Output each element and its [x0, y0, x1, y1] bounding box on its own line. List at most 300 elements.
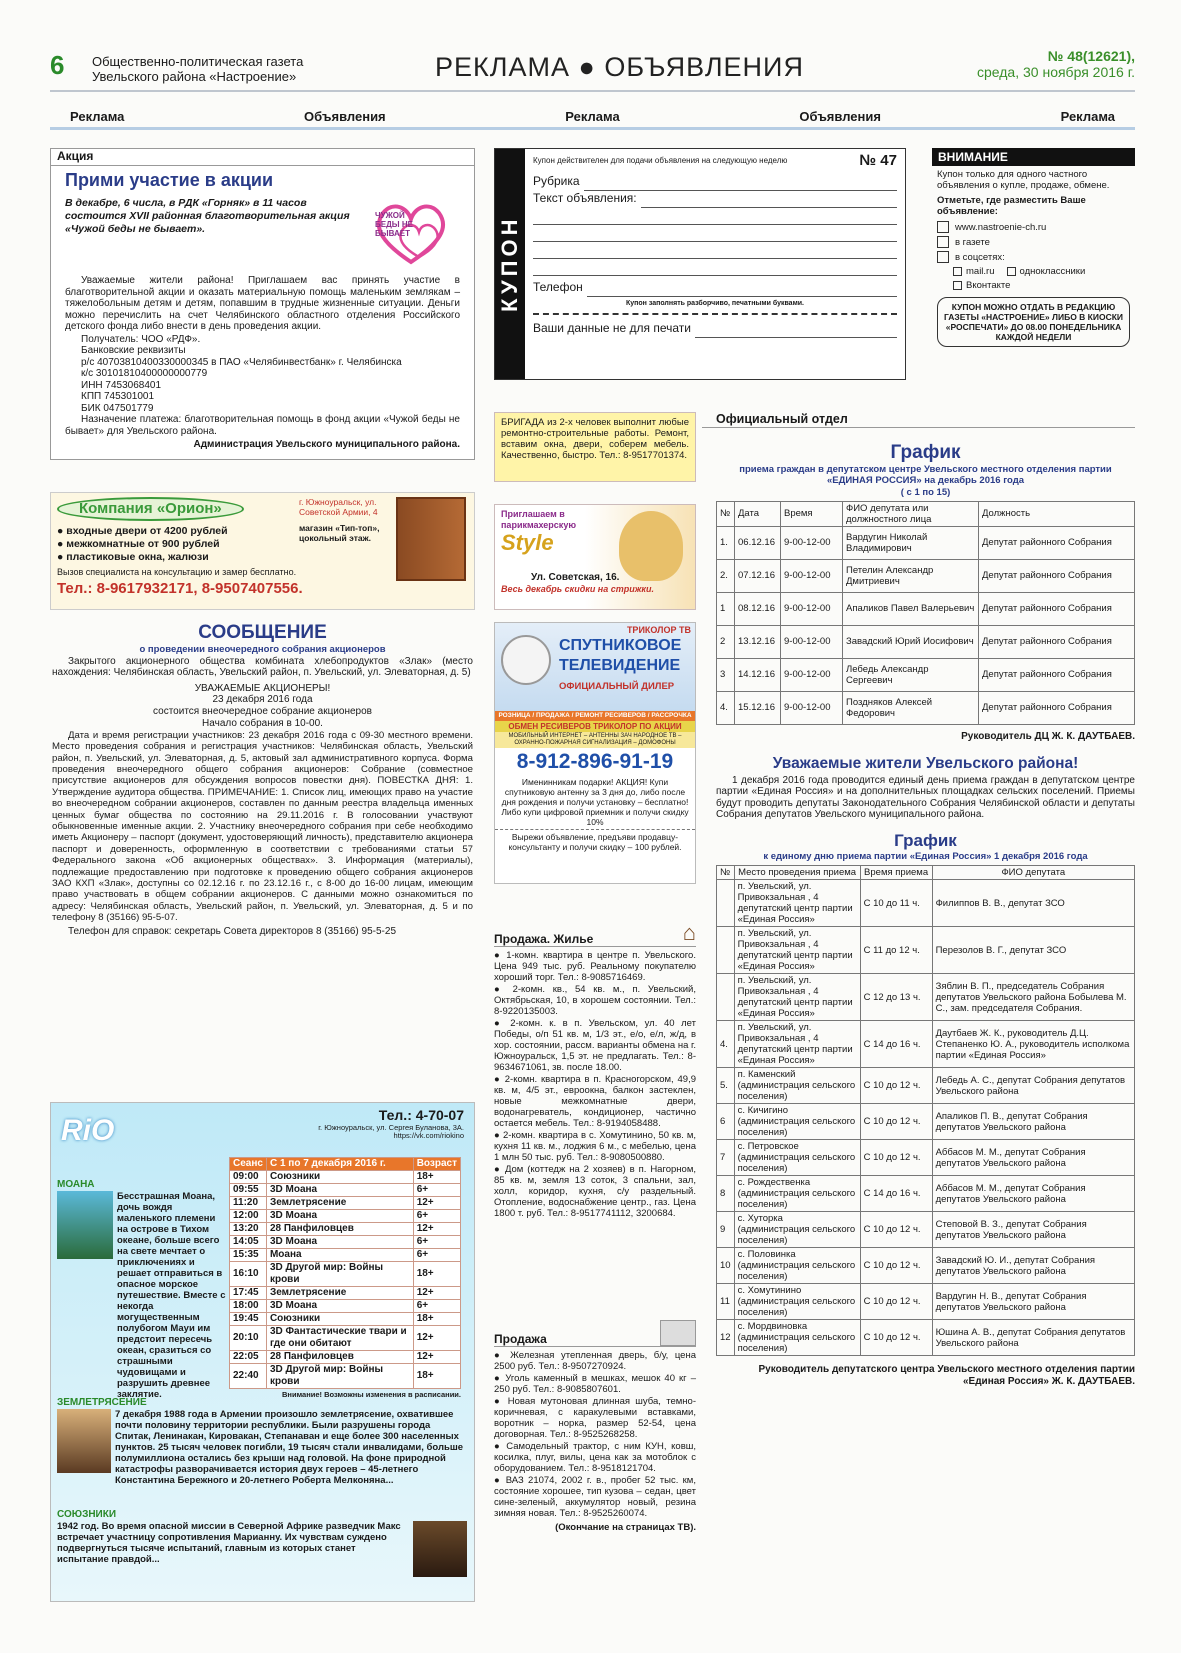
issue-number: № 48(12621), — [1047, 48, 1135, 64]
phone-label: Телефон — [533, 279, 583, 294]
orion-name: Компания «Орион» — [57, 497, 244, 521]
heart-logo — [371, 197, 451, 267]
soyuz-text: 1942 год. Во время опасной миссии в Северной Африке разведчик Макс встречает участницу сопротивления Марианну. Их чувствам суждено подвергнуться тысяче испытаний, главным из которых станет испытание правдой... — [57, 1520, 401, 1565]
g2-head-row — [717, 866, 1135, 880]
g2-cell: с. Хуторка (администрация сельского поселения) — [734, 1212, 860, 1248]
vnimanie-title: ВНИМАНИЕ — [932, 148, 1135, 166]
g1-table — [716, 501, 1135, 725]
kupon-fill-note: Купон заполнять разборчиво, печатными буквами. — [625, 299, 804, 307]
soobshenie-date: 23 декабря 2016 года — [212, 694, 313, 706]
g1-cell: Вардугин Николай Владимирович — [843, 526, 979, 559]
g2-cell: 8 — [717, 1176, 735, 1212]
g2-row — [717, 1068, 1135, 1104]
sat-phone: 8-912-896-91-19 — [516, 750, 674, 774]
style-name: Style — [501, 530, 554, 556]
sched-row — [230, 1210, 461, 1223]
zhile-item-text: Дом (коттедж на 2 хозяев) в п. Нагорном, 85 кв. м, земля 13 соток, 3 спальни, зал, холл, коридор, кухня, с/у раздельный. Отопление, водоснабжение центр., газ. Цена 1800 т. руб. Тел.: 8-9517741112, 3200684. — [494, 1163, 696, 1219]
g1-head: Должность — [979, 501, 1135, 526]
kupon-side-label: КУПОН — [495, 149, 525, 379]
sched-time: 22:40 — [230, 1364, 267, 1389]
prodazha-item: ● Железная утепленная дверь, б/у, цена 2500 руб. Тел.: 8-9507270924. — [494, 1350, 696, 1372]
section-label: Объявления — [799, 108, 881, 124]
site-label: www.nastroenie-ch.ru — [955, 221, 1047, 233]
style-invite: Приглашаем в парикмахерскую — [501, 509, 577, 530]
sat-title-1: СПУТНИКОВОЕ — [559, 637, 682, 654]
aktsiya-sign: Администрация Увельского муниципального района. — [193, 439, 460, 451]
g1-head: № — [717, 501, 735, 526]
cinema-vk: https://vk.com/riokino — [393, 1131, 464, 1141]
sched-film: 28 Панфиловцев — [266, 1351, 413, 1364]
sched-age: 18+ — [413, 1313, 460, 1326]
prodazha-item-text: ВАЗ 21074, 2002 г. в., пробег 52 тыс. км, состояние хорошее, тип кузова – седан, цвет сине-зеленый, аккумулятор новый, резина зимняя новая. Тел.: 8-9525260074. — [494, 1475, 696, 1519]
moana-desc — [57, 1179, 229, 1400]
aktsiya-requisites — [65, 334, 460, 415]
g2-row — [717, 1320, 1135, 1356]
issue-date: среда, 30 ноября 2016 г. — [977, 64, 1135, 80]
g1-cell: Завадский Юрий Иосифович — [843, 625, 979, 658]
g1-cell: 1. — [717, 526, 735, 559]
g1-head: ФИО депутата или должностного лица — [843, 501, 979, 526]
section-label: Реклама — [565, 108, 620, 124]
style-ad — [494, 504, 696, 610]
g2-cell: С 10 до 12 ч. — [860, 1068, 932, 1104]
zhile-item: ● 2-комн. к. в п. Увельском, ул. 40 лет Победы, о/п 51 кв. м, 1/3 эт., е/о, е/л, ж/д, в хор. состоянии, рассм. варианты обмена на г. Южноуральск, 1,5 эт. не предлагать. Тел.: 8-9634671061, зв. после 18.00. — [494, 1017, 696, 1073]
heart-logo-text: ЧУЖОЙ БЕДЫ НЕ БЫВАЕТ — [375, 211, 413, 239]
house-icon: ⌂ — [682, 920, 696, 945]
sched-film: Землетрясение — [266, 1287, 413, 1300]
cinema-schedule — [229, 1157, 461, 1400]
private-label: Ваши данные не для печати — [533, 320, 692, 335]
sched-time: 15:35 — [230, 1249, 267, 1262]
g2-cell: Зяблин В. П., председатель Собрания депутатов Увельского района Бобылева М. С., зам. председателя Собрания. — [932, 974, 1134, 1021]
g2-cell: С 10 до 12 ч. — [860, 1320, 932, 1356]
orion-item: ● пластиковые окна, жалюзи — [57, 550, 209, 563]
g1-row — [717, 526, 1135, 559]
sched-film: 3D Моана — [266, 1210, 413, 1223]
requisite-line: к/с 30101810400000000779 — [81, 368, 208, 380]
ok-label: одноклассники — [1019, 266, 1086, 278]
sched-row — [230, 1223, 461, 1236]
sched-age: 12+ — [413, 1287, 460, 1300]
g2-cell: С 10 до 12 ч. — [860, 1140, 932, 1176]
soyuz-desc — [57, 1509, 467, 1577]
sat-dealer: ОФИЦИАЛЬНЫЙ ДИЛЕР — [559, 681, 675, 692]
sched-row — [230, 1236, 461, 1249]
text-field-line[interactable] — [533, 242, 897, 259]
sched-film: 3D Моана — [266, 1184, 413, 1197]
g1-cell: Лебедь Александр Сергеевич — [843, 658, 979, 691]
text-field-line[interactable] — [533, 225, 897, 242]
section-label: Реклама — [70, 108, 125, 124]
g2-cell: С 10 до 12 ч. — [860, 1284, 932, 1320]
g1-cell: Апаликов Павел Валерьевич — [843, 592, 979, 625]
vnimanie-where: Отметьте, где разместить Ваше объявление: — [937, 195, 1086, 218]
zhile-item-text: 2-комн. квартира в п. Красногорском, 49,9 кв. м, 4/5 эт., евроокна, балкон застеклен, новые межкомнатные двери, водонагреватель, кондиционер, частично остается мебель. Тел.: 8-9194058488. — [494, 1073, 696, 1129]
sched-time: 14:05 — [230, 1236, 267, 1249]
section-bar — [50, 106, 1135, 130]
soyuz-poster-icon — [413, 1521, 467, 1577]
zhile-item: ● Дом (коттедж на 2 хозяев) в п. Нагорном, 85 кв. м, земля 13 соток, 3 спальни, зал, холл, коридор, кухня, с/у раздельный. Отопление, водоснабжение центр., газ. Цена 1800 т. руб. Тел.: 8-9517741112, 3200684. — [494, 1163, 696, 1219]
orion-addr: г. Южноуральск, ул. Советской Армии, 4 — [299, 497, 378, 517]
g1-cell: 9-00-12-00 — [781, 592, 843, 625]
g2-head: Место проведения приема — [734, 866, 860, 880]
paper-line-2: Увельского района «Настроение» — [92, 69, 297, 84]
sched-time: 18:00 — [230, 1300, 267, 1313]
zhile-item-text: 2-комн. квартира в с. Хомутинино, 50 кв. м, кухня 11 кв. м., лоджия 6 м., с мебелью, цена 1 млн 50 тыс. руб. Тел.: 8-9080500880. — [494, 1129, 696, 1163]
requisite-line: р/с 40703810400330000345 в ПАО «Челябинвестбанк» г. Челябинска — [81, 356, 402, 368]
g2-cell: с. Рождественка (администрация сельского поселения) — [734, 1176, 860, 1212]
sched-age: 12+ — [413, 1197, 460, 1210]
sched-film: 3D Другой мир: Войны крови — [266, 1262, 413, 1287]
g2-cell: 9 — [717, 1212, 735, 1248]
zemlya-heading: ЗЕМЛЕТРЯСЕНИЕ — [57, 1397, 147, 1408]
mail-label: mail.ru — [966, 266, 995, 278]
heater-icon — [660, 1320, 696, 1346]
sched-film: Моана — [266, 1249, 413, 1262]
vnimanie-text: Купон только для одного частного объявления о купле, продаже, обмене. — [937, 169, 1110, 192]
g2-head: Время приема — [860, 866, 932, 880]
prodazha-item: ● Уголь каменный в мешках, мешок 40 кг – 250 руб. Тел.: 8-9085807601. — [494, 1373, 696, 1395]
prodazha-item-text: Уголь каменный в мешках, мешок 40 кг – 250 руб. Тел.: 8-9085807601. — [494, 1373, 696, 1395]
g1-cell: 9-00-12-00 — [781, 691, 843, 724]
sched-time: 09:00 — [230, 1171, 267, 1184]
private-field[interactable] — [695, 321, 897, 338]
prodazha-block — [494, 1320, 696, 1600]
sched-head: Возраст — [413, 1158, 460, 1171]
residents-text: 1 декабря 2016 года проводится единый день приема граждан в депутатском центре партии «Единая Россия» и на дополнительных площадках сельских поселений. Приемы будут проводить депутаты Законодательного Собрания Челябинской области и депутаты Собрания депутатов Увельского муниципального района. — [716, 774, 1135, 821]
aktsiya-purpose: Назначение платежа: благотворительная помощь в фонд акции «Чужой беды не бывает» для Увельского района. — [65, 414, 460, 437]
text-field-line[interactable] — [533, 208, 897, 225]
g2-row — [717, 1176, 1135, 1212]
g2-row — [717, 1284, 1135, 1320]
text-field-line[interactable] — [533, 259, 897, 276]
text-field[interactable] — [641, 191, 897, 208]
zemlya-poster-icon — [57, 1409, 111, 1473]
paper-line-1: Общественно-политическая газета — [92, 54, 304, 69]
sched-time: 16:10 — [230, 1262, 267, 1287]
g2-row — [717, 1212, 1135, 1248]
official-block — [716, 412, 1135, 1602]
sched-row — [230, 1171, 461, 1184]
sched-row — [230, 1197, 461, 1210]
sat-ad — [494, 622, 696, 884]
zhile-item: ● 1-комн. квартира в центре п. Увельского. Цена 949 тыс. руб. Реальному покупателю хороший торг. Тел.: 8-9085716469. — [494, 949, 696, 983]
g1-cell: 9-00-12-00 — [781, 658, 843, 691]
g1-cell: 9-00-12-00 — [781, 625, 843, 658]
residents-heading: Уважаемые жители Увельского района! — [772, 754, 1079, 772]
zhile-item-text: 2-комн. кв., 54 кв. м., п. Увельский, Октябрьская, 10, в хорошем состоянии. Тел.: 8-9220135003. — [494, 983, 696, 1017]
g2-row — [717, 927, 1135, 974]
sat-title-2: ТЕЛЕВИДЕНИЕ — [559, 657, 681, 674]
issue-info — [977, 48, 1135, 80]
g2-cell: Апаликов П. В., депутат Собрания депутатов Увельского района — [932, 1104, 1134, 1140]
g2-cell: с. Хомутинино (администрация сельского поселения) — [734, 1284, 860, 1320]
g1-cell: Петелин Александр Дмитриевич — [843, 559, 979, 592]
section-label: Объявления — [304, 108, 386, 124]
sched-time: 12:00 — [230, 1210, 267, 1223]
g2-cell — [717, 880, 735, 927]
g2-cell — [717, 974, 735, 1021]
g2-cell: Вардугин Н. В., депутат Собрания депутатов Увельского района — [932, 1284, 1134, 1320]
requisite-line: ИНН 7453068401 — [81, 379, 162, 391]
paper-checkbox[interactable] — [937, 236, 949, 248]
zhile-block — [494, 920, 696, 1320]
cinema-block — [50, 1102, 475, 1602]
g1-head: Время — [781, 501, 843, 526]
text-label: Текст объявления: — [533, 190, 637, 205]
prodazha-item-text: Новая мутоновая длинная шуба, темно-коричневая, с каракулевыми вставками, воротник – норка, размер 52-54, цена договорная. Тел.: 8-9525268258. — [494, 1396, 696, 1440]
g2-cell — [717, 927, 735, 974]
ok-checkbox[interactable] — [1007, 267, 1016, 276]
prodazha-item-text: Железная утепленная дверь, б/у, цена 2500 руб. Тел.: 8-9507270924. — [494, 1350, 696, 1372]
g1-cell: Поздняков Алексей Федорович — [843, 691, 979, 724]
sat-band-2: ОБМЕН РЕСИВЕРОВ ТРИКОЛОР ПО АКЦИИ — [495, 721, 695, 732]
sched-film: 3D Другой мир: Войны крови — [266, 1364, 413, 1389]
sched-row — [230, 1313, 461, 1326]
g1-cell: 4. — [717, 691, 735, 724]
vnimanie-note: КУПОН МОЖНО ОТДАТЬ В РЕДАКЦИЮ ГАЗЕТЫ «НАСТРОЕНИЕ» ЛИБО В КИОСКИ «РОСПЕЧАТИ» ДО 08.00 ПОНЕДЕЛЬНИКА КАЖДОЙ НЕДЕЛИ — [937, 297, 1130, 347]
orion-shop: магазин «Тип-топ», цокольный этаж. — [299, 523, 380, 543]
g1-row — [717, 691, 1135, 724]
g2-cell: С 14 до 16 ч. — [860, 1176, 932, 1212]
g2-cell: 6 — [717, 1104, 735, 1140]
sched-row — [230, 1326, 461, 1351]
sched-age: 6+ — [413, 1249, 460, 1262]
sched-row — [230, 1300, 461, 1313]
woman-photo-icon — [619, 511, 683, 581]
g1-head-row — [717, 501, 1135, 526]
sat-band-3: МОБИЛЬНЫЙ ИНТЕРНЕТ – АНТЕННЫ ЗАЧ НАРОДНОЕ ТВ – ОХРАННО-ПОЖАРНАЯ СИГНАЛИЗАЦИЯ – ДОМОФОНЫ — [495, 732, 695, 748]
vk-label: Вконтакте — [966, 280, 1011, 292]
g1-cell: 3 — [717, 658, 735, 691]
g2-cell: С 10 до 11 ч. — [860, 880, 932, 927]
prodazha-item-text: Самодельный трактор, с ним КУН, ковш, косилка, плуг, вилы, цена как за мотоблок с оборудованием. Тел.: 8-9518121704. — [494, 1441, 696, 1474]
sched-film: 3D Моана — [266, 1300, 413, 1313]
sched-row — [230, 1184, 461, 1197]
sched-age: 12+ — [413, 1351, 460, 1364]
g2-cell: п. Увельский, ул. Привокзальная , 4 депутатский центр партии «Единая Россия» — [734, 880, 860, 927]
sched-row — [230, 1262, 461, 1287]
soobshenie-block — [50, 622, 475, 1082]
g2-cell: С 12 до 13 ч. — [860, 974, 932, 1021]
g2-cell: 12 — [717, 1320, 735, 1356]
moana-text: Бесстрашная Моана, дочь вождя маленького племени на острове в Тихом океане, больше всего на свете мечтает о приключениях и решает отправиться в опасное морское путешествие. Вместе с некогда могущественным полубогом Мауи им предстоит пересечь океан, сразиться со страшными чудовищами и разрушить древнее заклятие. — [117, 1190, 226, 1400]
sched-head: Сеанс — [230, 1158, 267, 1171]
vk-checkbox[interactable] — [953, 281, 962, 290]
zhile-item: ● 2-комн. кв., 54 кв. м., п. Увельский, Октябрьская, 10, в хорошем состоянии. Тел.: 8-9220135003. — [494, 983, 696, 1017]
sched-age: 12+ — [413, 1223, 460, 1236]
g2-cell: с. Мордвиновка (администрация сельского поселения) — [734, 1320, 860, 1356]
g1-cell: 06.12.16 — [735, 526, 781, 559]
orion-call: Вызов специалиста на консультацию и замер бесплатно. — [57, 566, 297, 577]
masthead — [50, 42, 1135, 92]
g2-cell: С 10 до 12 ч. — [860, 1104, 932, 1140]
sched-time: 11:20 — [230, 1197, 267, 1210]
g1-cell: 1 — [717, 592, 735, 625]
soobshenie-intro: Закрытого акционерного общества комбината хлебопродуктов «Злак» (место нахождения: Челябинская область, Увельский район, п. Увельский, ул. Элеваторная, д. 5) — [52, 655, 473, 679]
requisite-line: Получатель: ЧОО «РДФ». — [81, 333, 201, 345]
zhile-item: ● 2-комн. квартира в с. Хомутинино, 50 кв. м, кухня 11 кв. м., лоджия 6 м., с мебелью, цена 1 млн 50 тыс. руб. Тел.: 8-9080500880. — [494, 1129, 696, 1163]
sched-film: Союзники — [266, 1171, 413, 1184]
moana-poster-icon — [57, 1191, 113, 1259]
g1-title: График — [890, 441, 961, 463]
official-label: Официальный отдел — [702, 412, 1135, 428]
sched-time: 19:45 — [230, 1313, 267, 1326]
prodazha-item: ● Самодельный трактор, с ним КУН, ковш, косилка, плуг, вилы, цена как за мотоблок с оборудованием. Тел.: 8-9518121704. — [494, 1441, 696, 1474]
g2-cell: 4. — [717, 1021, 735, 1068]
g2-cell: с. Кичигино (администрация сельского поселения) — [734, 1104, 860, 1140]
sched-film: 3D Моана — [266, 1236, 413, 1249]
zhile-item-text: 1-комн. квартира в центре п. Увельского. Цена 949 тыс. руб. Реальному покупателю хороший торг. Тел.: 8-9085716469. — [494, 949, 696, 983]
kupon-valid: Купон действителен для подачи объявления на следующую неделю — [533, 156, 788, 166]
soyuz-heading: СОЮЗНИКИ — [57, 1509, 117, 1520]
mail-checkbox[interactable] — [953, 267, 962, 276]
cinema-logo: RiO — [61, 1114, 115, 1147]
sched-film: Союзники — [266, 1313, 413, 1326]
social-checkbox[interactable] — [937, 251, 949, 263]
g1-cell: 13.12.16 — [735, 625, 781, 658]
g2-cell: Завадский Ю. И., депутат Собрания депутатов Увельского района — [932, 1248, 1134, 1284]
vnimanie-block — [932, 148, 1135, 380]
soobshenie-sub: о проведении внеочередного собрания акционеров — [139, 644, 386, 656]
soobshenie-body: Дата и время регистрации участников: 23 декабря 2016 года с 09-30 местного времени. Место проведения собрания и регистрация участников: Челябинская область, Увельский район, п. Увельский, ул. Элеваторная, д. 5, актовый зал административного корпуса. Форма проведения внеочередного общего собрания акционеров: Собрание (совместное присутствие акционеров для обсуждения вопросов повестки дня). ПОВЕСТКА ДНЯ: 1. Утверждение аудитора общества. ПРИМЕЧАНИЕ: 1. Список лиц, имеющих право на участие во внеочередном собрании акционеров, составлен по данным реестра владельца именных ценных бумаг общества по состоянию на 29.11.2016 г. В голосовании участвуют обыкновенные именные акции. 2. Участнику внеочередного собрания при себе необходимо иметь Акционеру – паспорт (документ, удостоверяющий личность), представителю акционера паспорт и доверенность, оформленную в соответствии с требованиями статьи 57 Федерального закона «Об акционерных обществах». 3. Информация (материалы), подлежащие предоставлению при подготовке к проведению общего собрания акционеров ЗАО КХП «Злак», доступны со 02.12.16 г. по 23.12.16 г., с 8-00 до 16-00 лицам, имеющим право участвовать в общем собрании акционеров. С данными можно ознакомиться по адресу: Челябинская область, Увельский район, п. Увельский, ул. Элеваторная, д. 5 и по телефону 8 (35166) 95-5-07. — [52, 729, 473, 924]
g1-range: ( с 1 по 15) — [900, 486, 951, 498]
soobshenie-held: состоится внеочередное собрание акционеров — [153, 706, 372, 718]
orion-item: ● входные двери от 4200 рублей — [57, 524, 228, 537]
g1-cell: Депутат районного Собрания — [979, 691, 1135, 724]
requisite-line: БИК 047501779 — [81, 402, 154, 414]
g2-cell: Перезолов В. Г., депутат ЗСО — [932, 927, 1134, 974]
g2-cell: п. Каменский (администрация сельского поселения) — [734, 1068, 860, 1104]
dish-icon — [501, 635, 551, 685]
g1-cell: 9-00-12-00 — [781, 526, 843, 559]
zemlya-text: 7 декабря 1988 года в Армении произошло землетрясение, охватившее почти половину территории республики. Были разрушены города Спитак, Ленинакан, Кировакан, Степанаван и еще более 300 населенных пунктов. 25 тысяч человек погибли, 19 тысяч стали инвалидами, больше полумиллиона остались без крыши над головой. На фоне природной катастрофы разворачивается история двух героев – 45-летнего Константина Бережного и 20-летнего Роберта Мелконяна... — [115, 1408, 464, 1486]
g1-cell: Депутат районного Собрания — [979, 658, 1135, 691]
sched-age: 6+ — [413, 1184, 460, 1197]
cinema-addr: г. Южноуральск, ул. Сергея Буланова, 3А. — [318, 1122, 464, 1132]
g2-cell: Аббасов М. М., депутат Собрания депутатов Увельского района — [932, 1176, 1134, 1212]
zhile-title: Продажа. Жилье — [494, 931, 594, 946]
sched-age: 18+ — [413, 1364, 460, 1389]
sched-head: С 1 по 7 декабря 2016 г. — [266, 1158, 413, 1171]
g2-cell: Даутбаев Ж. К., руководитель Д.Ц. Степаненко Ю. А., руководитель исполкома партии «Единая Россия» — [932, 1021, 1134, 1068]
requisite-line: Банковские реквизиты — [81, 345, 186, 357]
orion-tel: Тел.: 8-9617932171, 8-9507407556. — [57, 580, 303, 598]
style-addr: Ул. Советская, 16. — [531, 572, 620, 584]
phone-field[interactable] — [587, 280, 897, 297]
g1-cell: 08.12.16 — [735, 592, 781, 625]
cinema-tel: Тел.: 4-70-07 — [378, 1107, 464, 1123]
prodazha-end: (Окончание на страницах ТВ). — [555, 1522, 696, 1533]
g1-cell: 2 — [717, 625, 735, 658]
sched-row — [230, 1364, 461, 1389]
requisite-line: КПП 745301001 — [81, 391, 155, 403]
sched-row — [230, 1351, 461, 1364]
g2-cell: с. Петровское (администрация сельского поселения) — [734, 1140, 860, 1176]
rubric-right: ОБЪЯВЛЕНИЯ — [604, 52, 804, 82]
sched-time: 13:20 — [230, 1223, 267, 1236]
sched-age: 12+ — [413, 1326, 460, 1351]
zhile-item-text: 2-комн. к. в п. Увельском, ул. 40 лет Победы, о/п 51 кв. м, 1/3 эт., е/о, е/л, ж/д, в хор. состоянии, рассм. варианты обмена на г. Южноуральск, 1,5 эт. не предлагать. Тел.: 8-9634671061, зв. после 18.00. — [494, 1017, 696, 1073]
g2-cell: п. Увельский, ул. Привокзальная , 4 депутатский центр партии «Единая Россия» — [734, 927, 860, 974]
zhile-list — [494, 950, 696, 1219]
g1-cell: Депутат районного Собрания — [979, 592, 1135, 625]
sched-time: 17:45 — [230, 1287, 267, 1300]
g2-cell: п. Увельский, ул. Привокзальная , 4 депутатский центр партии «Единая Россия» — [734, 974, 860, 1021]
sched-age: 18+ — [413, 1262, 460, 1287]
kupon-number: № 47 — [859, 152, 897, 169]
sched-film: 3D Фантастические твари и где они обитают — [266, 1326, 413, 1351]
g1-row — [717, 592, 1135, 625]
g1-cell: 2. — [717, 559, 735, 592]
g2-sign: Руководитель депутатского центра Увельского местного отделения партии «Единая Россия» Ж. К. ДАУТБАЕВ. — [758, 1364, 1135, 1387]
g1-cell: 07.12.16 — [735, 559, 781, 592]
g2-cell: с. Половинка (администрация сельского поселения) — [734, 1248, 860, 1284]
orion-item: ● межкомнатные от 900 рублей — [57, 537, 220, 550]
g2-row — [717, 1021, 1135, 1068]
g2-row — [717, 1140, 1135, 1176]
rubric-dot: ● — [578, 52, 596, 82]
sat-brand: ТРИКОЛОР ТВ — [626, 625, 691, 635]
g1-cell: Депутат районного Собрания — [979, 559, 1135, 592]
g1-row — [717, 658, 1135, 691]
sched-age: 18+ — [413, 1171, 460, 1184]
sched-time: 20:10 — [230, 1326, 267, 1351]
brigada-ad: БРИГАДА из 2-х человек выполнит любые ремонтно-строительные работы. Ремонт, вставим окна, двери, соберем мебель. Качественно, быстро. Тел.: 8-9517701374. — [494, 412, 696, 482]
g2-cell: п. Увельский, ул. Привокзальная , 4 депутатский центр партии «Единая Россия» — [734, 1021, 860, 1068]
zhile-item: ● 2-комн. квартира в п. Красногорском, 49,9 кв. м, 4/5 эт., евроокна, балкон застеклен, новые межкомнатные двери, водонагреватель, кондиционер, частично остается мебель. Тел.: 8-9194058488. — [494, 1073, 696, 1129]
aktsiya-label: Акция — [51, 149, 474, 166]
sched-time: 09:55 — [230, 1184, 267, 1197]
prodazha-title: Продажа — [494, 1331, 547, 1346]
social-label: в соцсетях: — [955, 251, 1005, 263]
sat-gift: Именинникам подарки! АКЦИЯ! Купи спутниковую антенну за 3 дня до, либо после дня рождения и получи установку – бесплатно! Либо купи цифровой приемник и получи скидку 10% — [501, 777, 689, 828]
g1-sign: Руководитель ДЦ Ж. К. ДАУТБАЕВ. — [961, 730, 1135, 742]
g1-row — [717, 625, 1135, 658]
section-label: Реклама — [1060, 108, 1115, 124]
g2-cell: С 11 до 12 ч. — [860, 927, 932, 974]
page-number: 6 — [50, 50, 65, 80]
sched-age: 6+ — [413, 1210, 460, 1223]
sched-film: 28 Панфиловцев — [266, 1223, 413, 1236]
sat-band-1: РОЗНИЦА / ПРОДАЖА / РЕМОНТ РЕСИВЕРОВ / РАССРОЧКА — [495, 711, 695, 721]
sched-age: 6+ — [413, 1236, 460, 1249]
paper-label: в газете — [955, 236, 990, 248]
prodazha-item: ● ВАЗ 21074, 2002 г. в., пробег 52 тыс. км, состояние хорошее, тип кузова – седан, цвет сине-зеленый, аккумулятор новый, резина зимняя новая. Тел.: 8-9525260074. — [494, 1475, 696, 1519]
paper-name — [92, 54, 303, 84]
g2-cell: Степовой В. З., депутат Собрания депутатов Увельского района — [932, 1212, 1134, 1248]
g1-cell: 14.12.16 — [735, 658, 781, 691]
g1-row — [717, 559, 1135, 592]
g1-head: Дата — [735, 501, 781, 526]
moana-heading: МОАНА — [57, 1179, 95, 1190]
sched-age: 6+ — [413, 1300, 460, 1313]
g2-table — [716, 865, 1135, 1356]
rubrika-field[interactable] — [584, 174, 897, 191]
door-icon — [396, 497, 466, 581]
prodazha-item: ● Новая мутоновая длинная шуба, темно-коричневая, с каракулевыми вставками, воротник – норка, размер 52-54, цена договорная. Тел.: 8-9525268258. — [494, 1396, 696, 1440]
g1-sub: приема граждан в депутатском центре Увельского местного отделения партии «ЕДИНАЯ РОССИЯ» на декабрь 2016 года — [739, 464, 1112, 487]
orion-item-text: входные двери от 4200 рублей — [66, 524, 228, 537]
sched-warn: Внимание! Возможны изменения в расписании. — [282, 1390, 461, 1399]
site-checkbox[interactable] — [937, 221, 949, 233]
orion-item-text: пластиковые окна, жалюзи — [66, 550, 209, 563]
g1-cell: Депутат районного Собрания — [979, 526, 1135, 559]
soobshenie-phone: Телефон для справок: секретарь Совета директоров 8 (35166) 95-5-25 — [68, 925, 397, 937]
aktsiya-title: Прими участие в акции — [65, 170, 274, 191]
aktsiya-block — [50, 148, 475, 460]
aktsiya-body: Уважаемые жители района! Приглашаем вас принять участие в благотворительной акции и оказать материальную помощь маленьким землякам – тяжелобольным детям и детям, попавшим в трудные жизненные ситуации. Деньги можно перечислить на счет Челябинского областного отделения Российского детского фонда либо внести в день проведения акции. — [65, 275, 460, 333]
